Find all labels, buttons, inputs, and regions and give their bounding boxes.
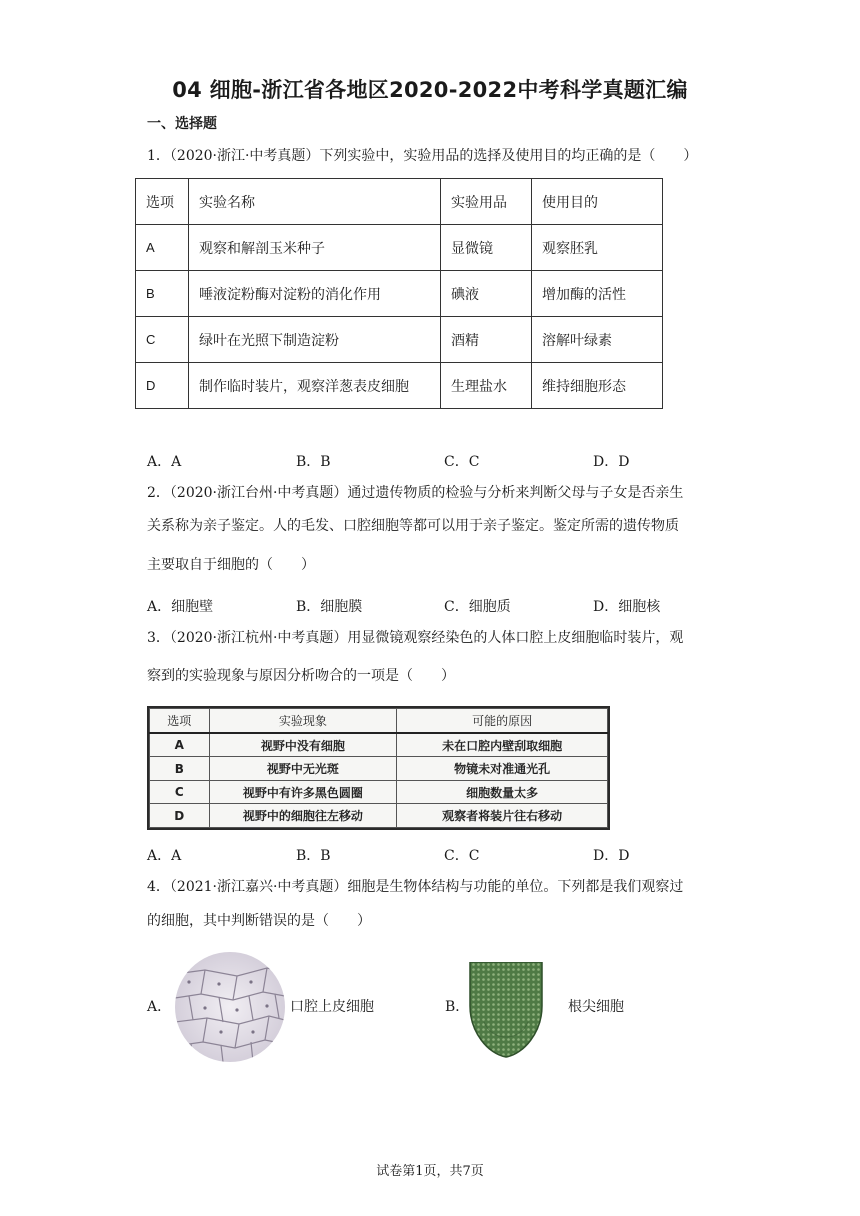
table-cell: 视野中没有细胞 [209,733,397,757]
page-footer: 试卷第1页，共7页 [376,1164,484,1179]
root-tip-cell-micrograph [466,962,546,1058]
table-cell: 生理盐水 [441,363,532,409]
table-cell: 酒精 [441,317,532,363]
question-4-line-1: 4．（2021·浙江嘉兴·中考真题）细胞是生物体结构与功能的单位。下列都是我们观察过 [147,879,684,895]
question-3-table-image [147,706,610,830]
question-3-line-2: 察到的实验现象与原因分析吻合的一项是（ ） [147,668,455,684]
option-b-label: 根尖细胞 [568,999,624,1015]
option-d[interactable]: D．细胞核 [593,599,661,615]
table-cell: B [136,271,189,317]
option-d[interactable]: D．D [593,848,630,864]
option-c[interactable]: C．C [444,848,480,864]
option-a[interactable]: A．细胞壁 [147,599,214,615]
table-row [150,780,608,804]
question-2-line-3: 主要取自于细胞的（ ） [147,557,315,573]
option-a[interactable]: A．A [147,848,182,864]
table-cell: A [150,733,210,757]
table-cell: 视野中无光斑 [209,757,397,781]
table-header-row [150,709,608,733]
table-row [150,757,608,781]
option-b[interactable]: B．B [296,848,331,864]
table-cell: 显微镜 [441,225,532,271]
epithelial-cell-micrograph [175,952,285,1062]
question-3-options [147,845,707,867]
option-c[interactable]: C．细胞质 [444,599,511,615]
table-cell: 实验用品 [441,179,532,225]
table-cell: B [150,757,210,781]
table-cell: A [136,225,189,271]
table-row [136,271,663,317]
question-1-options [147,451,707,473]
option-d[interactable]: D．D [593,454,630,470]
table-cell: 溶解叶绿素 [532,317,663,363]
table-cell: 实验现象 [209,709,397,733]
table-cell: 可能的原因 [397,709,608,733]
table-row [136,317,663,363]
table-cell: 观察者将装片往右移动 [397,804,608,828]
table-cell: 唾液淀粉酶对淀粉的消化作用 [189,271,441,317]
option-c[interactable]: C．C [444,454,480,470]
option-b[interactable]: B．B [296,454,331,470]
table-cell: 观察胚乳 [532,225,663,271]
question-3-table [149,708,608,828]
question-2-line-2: 关系称为亲子鉴定。人的毛发、口腔细胞等都可以用于亲子鉴定。鉴定所需的遗传物质 [147,518,679,534]
table-row [136,225,663,271]
table-cell: C [136,317,189,363]
table-cell: 维持细胞形态 [532,363,663,409]
table-cell: 视野中有许多黑色圆圈 [209,780,397,804]
table-cell: D [136,363,189,409]
section-heading: 一、选择题 [147,116,217,132]
option-b-letter[interactable]: B． [445,999,470,1015]
page-title: 04 细胞-浙江省各地区2020-2022中考科学真题汇编 [172,78,688,102]
question-3-line-1: 3．（2020·浙江杭州·中考真题）用显微镜观察经染色的人体口腔上皮细胞临时装片，观 [147,630,684,646]
option-a-label: 口腔上皮细胞 [290,999,374,1015]
option-b[interactable]: B．细胞膜 [296,599,363,615]
table-cell: 实验名称 [189,179,441,225]
table-cell: 未在口腔内壁刮取细胞 [397,733,608,757]
question-1-stem: 1．（2020·浙江·中考真题）下列实验中，实验用品的选择及使用目的均正确的是（ ） [147,148,698,164]
table-row [136,363,663,409]
table-cell: 增加酶的活性 [532,271,663,317]
table-cell: 物镜未对准通光孔 [397,757,608,781]
table-cell: 选项 [136,179,189,225]
table-cell: 视野中的细胞往左移动 [209,804,397,828]
table-row [150,733,608,757]
option-a[interactable]: A．A [147,454,182,470]
table-row [150,804,608,828]
table-header-row [136,179,663,225]
table-cell: 制作临时装片，观察洋葱表皮细胞 [189,363,441,409]
table-cell: D [150,804,210,828]
table-cell: 绿叶在光照下制造淀粉 [189,317,441,363]
table-cell: C [150,780,210,804]
question-1-table [135,178,663,409]
table-cell: 使用目的 [532,179,663,225]
table-cell: 碘液 [441,271,532,317]
table-cell: 观察和解剖玉米种子 [189,225,441,271]
table-cell: 细胞数量太多 [397,780,608,804]
question-2-options [147,596,707,618]
question-4-line-2: 的细胞，其中判断错误的是（ ） [147,913,371,929]
question-2-line-1: 2．（2020·浙江台州·中考真题）通过遗传物质的检验与分析来判断父母与子女是否亲生 [147,485,684,501]
table-cell: 选项 [150,709,210,733]
option-a-letter[interactable]: A． [147,999,172,1015]
